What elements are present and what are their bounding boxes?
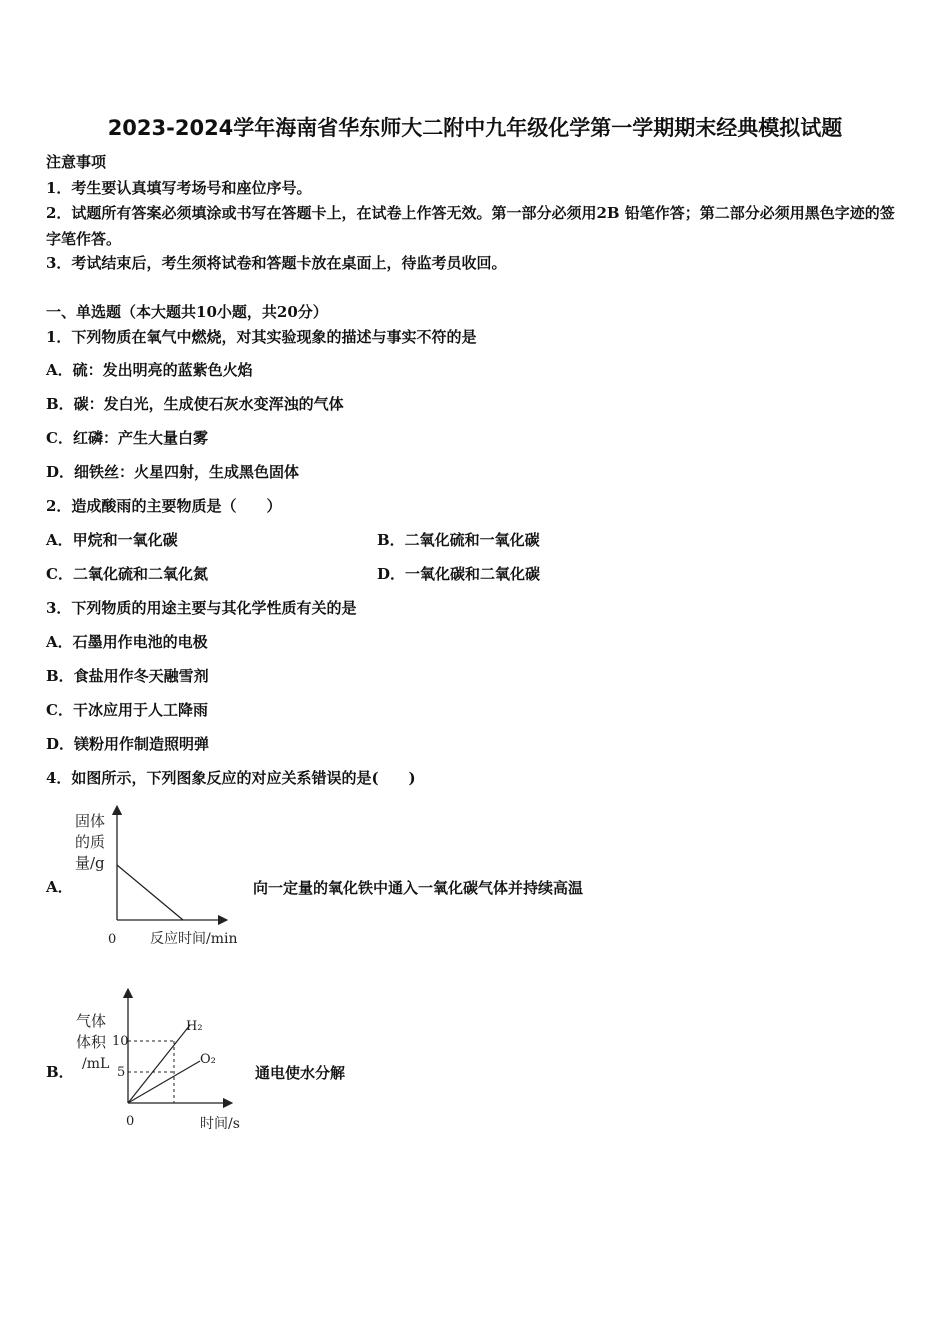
page-title: 2023-2024学年海南省华东师大二附中九年级化学第一学期期末经典模拟试题	[107, 116, 843, 140]
question-1-option-c: C．红磷：产生大量白雾	[46, 429, 208, 447]
graph-b-y-label-1: 气体	[76, 1012, 107, 1030]
graph-a-description: 向一定量的氧化铁中通入一氧化碳气体并持续高温	[253, 879, 584, 897]
notice-item-1: 1．考生要认真填写考场号和座位序号。	[46, 179, 312, 197]
question-1-option-d: D．细铁丝：火星四射，生成黑色固体	[46, 463, 300, 481]
question-2-option-b: B．二氧化硫和一氧化碳	[377, 531, 540, 549]
question-1-option-a: A．硫：发出明亮的蓝紫色火焰	[46, 361, 253, 379]
graph-a	[70, 800, 260, 950]
notice-heading: 注意事项	[46, 153, 107, 171]
graph-b-description: 通电使水分解	[255, 1064, 346, 1082]
graph-b-tick-10: 10	[112, 1034, 129, 1049]
question-3-stem: 3．下列物质的用途主要与其化学性质有关的是	[46, 599, 357, 617]
graph-b-x-label: 时间/s	[200, 1116, 240, 1132]
notice-item-3: 3．考试结束后，考生须将试卷和答题卡放在桌面上，待监考员收回。	[46, 254, 507, 272]
graph-b-y-label-3: /mL	[82, 1056, 110, 1072]
question-2-option-d: D．一氧化碳和二氧化碳	[377, 565, 541, 583]
graph-a-y-label-2: 的质	[75, 833, 106, 851]
question-1-stem: 1．下列物质在氧气中燃烧，对其实验现象的描述与事实不符的是	[46, 328, 477, 346]
question-4-stem: 4．如图所示，下列图象反应的对应关系错误的是( )	[46, 769, 416, 787]
graph-b-h2-line	[128, 1025, 190, 1103]
graph-a-y-label-1: 固体	[75, 812, 106, 830]
question-2-option-c: C．二氧化硫和二氧化氮	[46, 565, 208, 583]
graph-b-o2-line	[128, 1061, 200, 1103]
graph-b-o2-label: O₂	[200, 1052, 216, 1067]
graph-a-y-label-3: 量/g	[75, 854, 105, 872]
section-heading: 一、单选题（本大题共10小题，共20分）	[46, 303, 328, 321]
notice-item-2: 2．试题所有答案必须填涂或书写在答题卡上，在试卷上作答无效。第一部分必须用2B 铅笔作答；第二部分必须用黑色字迹的签字笔作答。	[46, 204, 895, 248]
question-1-option-b: B．碳：发白光，生成使石灰水变浑浊的气体	[46, 395, 344, 413]
graph-b-y-label-2: 体积	[76, 1033, 107, 1051]
question-3-option-c: C．干冰应用于人工降雨	[46, 701, 208, 719]
question-2-stem: 2．造成酸雨的主要物质是（ ）	[46, 497, 282, 515]
graph-b-tick-5: 5	[117, 1065, 126, 1080]
graph-a-x-label: 反应时间/min	[150, 931, 238, 947]
question-3-option-a: A．石墨用作电池的电极	[46, 633, 208, 651]
question-2-option-a: A．甲烷和一氧化碳	[46, 531, 178, 549]
question-3-option-d: D．镁粉用作制造照明弹	[46, 735, 210, 753]
question-3-option-b: B．食盐用作冬天融雪剂	[46, 667, 209, 685]
graph-b	[70, 985, 260, 1135]
graph-b-origin: 0	[126, 1114, 135, 1129]
question-4-option-a-letter: A．	[46, 878, 73, 896]
graph-a-data-line	[117, 865, 183, 920]
question-4-option-b-letter: B．	[46, 1063, 74, 1081]
graph-b-h2-label: H₂	[186, 1019, 203, 1034]
graph-a-origin: 0	[108, 932, 117, 947]
